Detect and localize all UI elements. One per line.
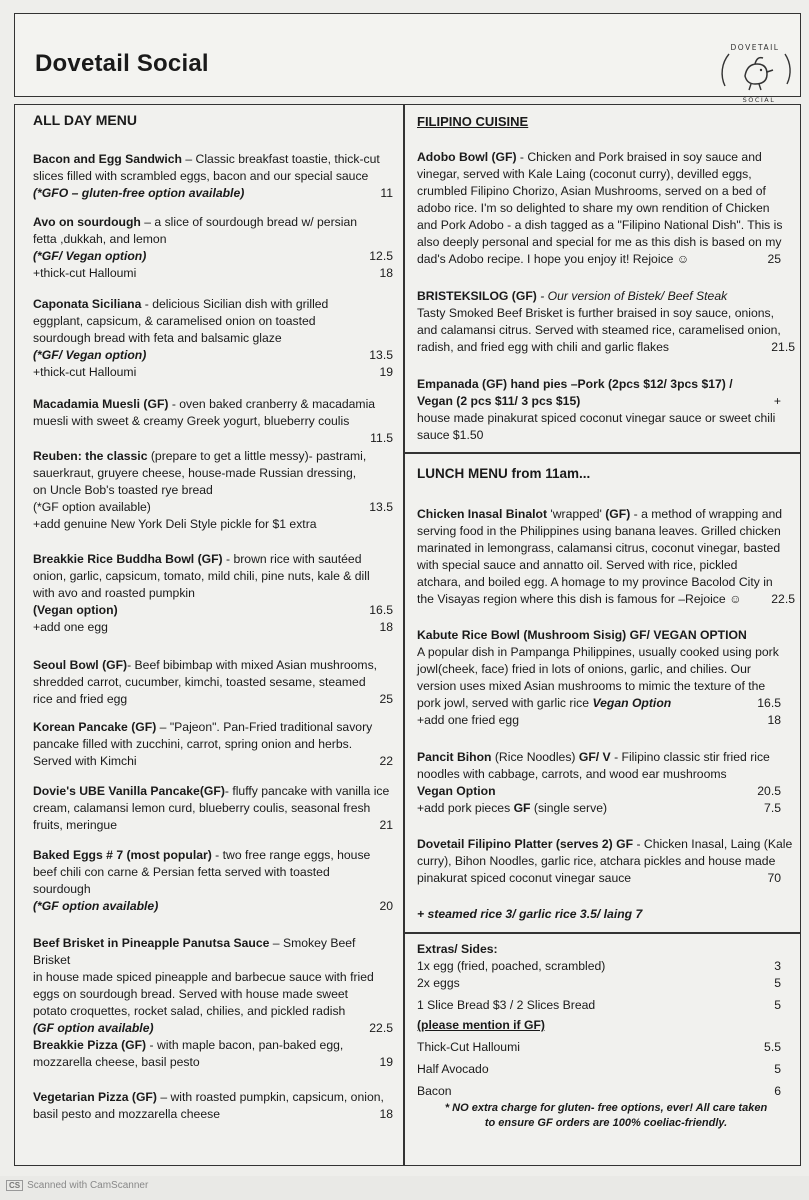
menu-item-baked-eggs — [33, 847, 393, 915]
menu-item-pancit-bihon — [417, 749, 795, 817]
item-note: Vegan Option — [592, 696, 672, 710]
item-desc: vinegar, served with Kale Laing (coconut curry), devilled eggs, — [417, 167, 752, 181]
extras-heading: Extras/ Sides: — [417, 942, 498, 956]
menu-item-reuben — [33, 448, 393, 533]
item-name: Baked Eggs # 7 (most popular) — [33, 848, 212, 862]
item-price: 16.5 — [369, 603, 393, 617]
item-desc: - Beef bibimbap with mixed Asian mushrooms, — [127, 658, 378, 672]
item-desc: dad's Adobo recipe. I hope you enjoy it! Rejoice ☺ — [417, 252, 690, 266]
gf-footer-note: * NO extra charge for gluten- free options, ever! All care taken — [444, 1102, 768, 1114]
item-desc: onion, garlic, capsicum, tomato, mild chili, pine nuts, kale & dill — [33, 569, 370, 583]
item-desc: - with maple bacon, pan-baked egg, — [146, 1038, 344, 1052]
item-desc: sourdough — [33, 882, 91, 896]
item-desc: version uses mixed Asian mushrooms to mimic the texture of the — [417, 679, 766, 693]
all-day-menu-heading: ALL DAY MENU — [33, 112, 137, 128]
item-desc: potato croquettes, rocket salad, chilies, and pickled radish — [33, 1004, 346, 1018]
item-desc: Served with Kimchi — [33, 754, 137, 768]
item-price: 25 — [379, 692, 393, 706]
camscanner-icon: CS — [6, 1180, 23, 1191]
item-note: (GF option available) — [33, 1021, 154, 1035]
item-price: 21 — [379, 818, 393, 832]
item-price: 5 — [774, 1062, 781, 1076]
extras-item-label: 1 Slice Bread $3 / 2 Slices Bread — [417, 998, 596, 1012]
item-desc: beef chili con carne & Persian fetta served with toasted — [33, 865, 330, 879]
item-desc: - fluffy pancake with vanilla ice — [224, 784, 390, 798]
menu-item-ube-pancake — [33, 783, 393, 834]
header-box — [14, 13, 801, 104]
extras-item-label: Bacon — [417, 1084, 452, 1098]
menu-item-breakkie-pizza — [33, 1037, 393, 1071]
logo-top-text: DOVETAIL — [730, 43, 780, 52]
item-price: 22.5 — [369, 1021, 393, 1035]
menu-item-korean-pancake — [33, 719, 393, 770]
item-desc: eggplant, capsicum, & caramelised onion on toasted — [33, 314, 316, 328]
item-desc: in house made spiced pineapple and barbecue sauce with fried — [33, 970, 374, 984]
item-desc: fetta ,dukkah, and lemon — [33, 232, 167, 246]
item-price: 18 — [379, 620, 393, 634]
item-desc: - Chicken Inasal, Laing (Kale — [633, 837, 793, 851]
item-tag: (GF) — [605, 507, 631, 521]
item-note: (*GF option available) — [33, 899, 159, 913]
filipino-cuisine-heading: FILIPINO CUISINE — [417, 114, 529, 129]
lunch-menu-heading: LUNCH MENU from 11am... — [417, 466, 591, 481]
extras-item-label: 2x eggs — [417, 976, 460, 990]
item-addon: +add pork pieces — [417, 801, 514, 815]
item-desc: fruits, meringue — [33, 818, 117, 832]
item-desc: rice and fried egg — [33, 692, 128, 706]
item-price: 13.5 — [369, 500, 393, 514]
item-desc: A popular dish in Pampanga Philippines, usually cooked using pork — [417, 645, 779, 659]
item-desc: muesli with sweet & creamy Greek yogurt, blueberry coulis — [33, 414, 350, 428]
item-desc: basil pesto and mozzarella cheese — [33, 1107, 220, 1121]
item-desc: - a method of wrapping and — [630, 507, 783, 521]
item-desc: - two free range eggs, house — [211, 848, 371, 862]
item-name: Macadamia Muesli (GF) — [33, 397, 169, 411]
menu-item-beef-brisket — [33, 935, 393, 1037]
item-desc: – Smokey Beef Brisket — [33, 936, 356, 967]
item-name: Korean Pancake (GF) — [33, 720, 157, 734]
item-name: Pancit Bihon — [417, 750, 492, 764]
extras-item-label: 1x egg (fried, poached, scrambled) — [417, 959, 606, 973]
item-name: Beef Brisket in Pineapple Panutsa Sauce — [33, 936, 270, 950]
item-name: Empanada (GF) hand pies –Pork (2pcs $12/ 3pcs $17) / — [417, 377, 733, 391]
item-desc: (Rice Noodles) — [491, 750, 579, 764]
item-desc: 'wrapped' — [547, 507, 606, 521]
item-name: Adobo Bowl (GF) — [417, 150, 517, 164]
item-note: Vegan Option — [417, 784, 496, 798]
item-desc: – a slice of sourdough bread w/ persian — [140, 215, 357, 229]
item-desc: and calamansi citrus. Served with steamed rice, caramelised onion, — [417, 323, 781, 337]
item-note: (*GF/ Vegan option) — [33, 249, 147, 263]
item-price: 20 — [379, 899, 393, 913]
gf-mention-note: (please mention if GF) — [417, 1018, 545, 1032]
extras-item-label: Thick-Cut Halloumi — [417, 1040, 520, 1054]
item-tag: GF — [513, 801, 531, 815]
menu-item-empanada — [417, 376, 795, 444]
item-desc: shredded carrot, cucumber, kimchi, toasted sesame, steamed — [33, 675, 366, 689]
page-title: Dovetail Social — [35, 50, 209, 77]
item-desc: - brown rice with sautéed — [222, 552, 362, 566]
menu-item-avo-sourdough — [33, 214, 393, 282]
item-desc: atchara, and boiled egg. A homage to my province Bacolod City in — [417, 575, 773, 589]
item-desc: mozzarella cheese, basil pesto — [33, 1055, 200, 1069]
item-note: (Vegan option) — [33, 603, 118, 617]
item-price: 18 — [379, 1107, 393, 1121]
item-addon: +add one fried egg — [417, 713, 519, 727]
item-name: Kabute Rice Bowl (Mushroom Sisig) GF/ VEGAN OPTION — [417, 628, 747, 642]
item-name: Bacon and Egg Sandwich — [33, 152, 182, 166]
item-name: Seoul Bowl (GF) — [33, 658, 128, 672]
item-desc: pancake filled with zucchini, carrot, spring onion and herbs. — [33, 737, 353, 751]
item-name: Dovie's UBE Vanilla Pancake(GF) — [33, 784, 225, 798]
item-addon: +add one egg — [33, 620, 108, 634]
item-note: (*GF/ Vegan option) — [33, 348, 147, 362]
item-price: 5.5 — [764, 1040, 781, 1054]
item-name: BRISTEKSILOG (GF) — [417, 289, 537, 303]
rice-sides-note: + steamed rice 3/ garlic rice 3.5/ laing 7 — [417, 907, 643, 921]
column-divider — [403, 104, 405, 1166]
menu-item-caponata — [33, 296, 393, 381]
item-price: 7.5 — [764, 801, 781, 815]
item-desc: - oven baked cranberry & macadamia — [168, 397, 376, 411]
logo-bottom-text: SOCIAL — [742, 96, 776, 104]
item-price: 5 — [774, 998, 781, 1012]
menu-item-chicken-inasal — [417, 506, 795, 608]
menu-item-bacon-egg — [33, 151, 393, 202]
item-desc: - Filipino classic stir fried rice — [610, 750, 770, 764]
item-price: 16.5 — [757, 696, 781, 710]
item-price: 13.5 — [369, 348, 393, 362]
item-desc: with avo and roasted pumpkin — [33, 586, 195, 600]
lunch-divider — [405, 452, 801, 454]
item-desc: radish, and fried egg with chili and garlic flakes — [417, 340, 670, 354]
menu-item-adobo-bowl — [417, 149, 795, 268]
item-desc: - Chicken and Pork braised in soy sauce and — [516, 150, 762, 164]
gf-footer-note: to ensure GF orders are 100% coeliac-friendly. — [484, 1117, 728, 1129]
item-addon: + — [773, 394, 781, 408]
item-name: Breakkie Pizza (GF) — [33, 1038, 147, 1052]
item-price: 22.5 — [771, 592, 795, 606]
item-desc: and Pork Adobo - a dish tagged as a "Filipino National Dish". This is — [417, 218, 783, 232]
item-desc: Tasty Smoked Beef Brisket is further braised in soy sauce, onions, — [417, 306, 774, 320]
item-price: 19 — [379, 365, 393, 379]
item-price: 5 — [774, 976, 781, 990]
item-desc: the Visayas region where this dish is famous for –Rejoice ☺ — [417, 592, 742, 606]
item-desc: sauerkraut, gruyere cheese, house-made Russian dressing, — [33, 466, 357, 480]
item-desc: – "Pajeon". Pan-Fried traditional savory — [156, 720, 373, 734]
item-price: 18 — [379, 266, 393, 280]
item-price: 21.5 — [771, 340, 795, 354]
menu-item-kabute-bowl — [417, 627, 795, 729]
dovetail-logo-icon — [715, 34, 795, 110]
extras-sides — [417, 941, 795, 1131]
item-note: (*GFO – gluten-free option available) — [33, 186, 245, 200]
item-desc: slices filled with scrambled eggs, bacon and our special sauce — [33, 169, 369, 183]
item-price: 25 — [767, 252, 781, 266]
scanner-watermark — [6, 1180, 148, 1191]
extras-item-label: Half Avocado — [417, 1062, 489, 1076]
item-desc: noodles with cabbage, carrots, and wood ear mushrooms — [417, 767, 727, 781]
item-name: Avo on sourdough — [33, 215, 141, 229]
menu-item-buddha-bowl — [33, 551, 393, 636]
item-price: 19 — [379, 1055, 393, 1069]
item-price: 3 — [774, 959, 781, 973]
extras-divider — [405, 932, 801, 934]
item-name: Vegan (2 pcs $11/ 3 pcs $15) — [417, 394, 581, 408]
item-price: 11.5 — [370, 431, 393, 445]
item-addon: +thick-cut Halloumi — [33, 365, 137, 379]
menu-item-macadamia-muesli — [33, 396, 393, 447]
item-desc: pinakurat spiced coconut vinegar sauce — [417, 871, 632, 885]
item-name: Chicken Inasal Binalot — [417, 507, 548, 521]
item-name: Breakkie Rice Buddha Bowl (GF) — [33, 552, 223, 566]
item-addon: +thick-cut Halloumi — [33, 266, 137, 280]
item-note: (*GF option available) — [33, 500, 151, 514]
item-desc: crumbled Filipino Chorizo, Asian Mushrooms, served on a bed of — [417, 184, 766, 198]
item-desc: sourdough bread with feta and balsamic glaze — [33, 331, 282, 345]
item-desc: (prepare to get a little messy)- pastrami, — [147, 449, 367, 463]
item-desc: pork jowl, served with garlic rice — [417, 696, 590, 710]
item-price: 11 — [380, 186, 393, 200]
menu-item-bristeksilog — [417, 288, 795, 356]
menu-item-filipino-platter — [417, 836, 795, 887]
item-desc: sauce $1.50 — [417, 428, 484, 442]
item-price: 70 — [767, 871, 781, 885]
item-price: 20.5 — [757, 784, 781, 798]
scanner-text: Scanned with CamScanner — [27, 1180, 149, 1191]
item-addon: (single serve) — [530, 801, 608, 815]
item-price: 22 — [379, 754, 393, 768]
item-desc: jowl(cheek, face) fried in lots of onions, garlic, and chilies. Our — [417, 662, 751, 676]
item-desc: also deeply personal and special for me as this dish is based on my — [417, 235, 782, 249]
item-addon: +add genuine New York Deli Style pickle for $1 extra — [33, 517, 317, 531]
item-tagline: - Our version of Bistek/ Beef Steak — [540, 289, 728, 303]
item-desc: cream, calamansi lemon curd, blueberry coulis, seasonal fresh — [33, 801, 371, 815]
item-desc: curry), Bihon Noodles, garlic rice, atchara pickles and house made — [417, 854, 776, 868]
item-name: Dovetail Filipino Platter (serves 2) GF — [417, 837, 634, 851]
item-name: Reuben: the classic — [33, 449, 148, 463]
item-desc: – Classic breakfast toastie, thick-cut — [181, 152, 380, 166]
item-desc: marinated in lemongrass, calamansi citrus, coconut vinegar, basted — [417, 541, 781, 555]
item-desc: house made pinakurat spiced coconut vinegar sauce or sweet chili — [417, 411, 776, 425]
item-desc: – with roasted pumpkin, capsicum, onion, — [156, 1090, 384, 1104]
item-price: 6 — [774, 1084, 781, 1098]
item-price: 12.5 — [369, 249, 393, 263]
item-desc: serving food in the Philippines using banana leaves. Grilled chicken — [417, 524, 781, 538]
item-desc: eggs on sourdough bread. Served with house made sweet — [33, 987, 349, 1001]
item-name: Vegetarian Pizza (GF) — [33, 1090, 157, 1104]
item-desc: on Uncle Bob's toasted rye bread — [33, 483, 213, 497]
item-price: 18 — [767, 713, 781, 727]
item-tag: GF/ V — [578, 750, 611, 764]
item-desc: adobo rice. I'm so delighted to share my own rendition of Chicken — [417, 201, 770, 215]
item-name: Caponata Siciliana — [33, 297, 142, 311]
item-desc: - delicious Sicilian dish with grilled — [141, 297, 329, 311]
menu-item-vegetarian-pizza — [33, 1089, 393, 1123]
menu-item-seoul-bowl — [33, 657, 393, 708]
item-desc: with special sauce and annatto oil. Served with rice, pickled — [417, 558, 738, 572]
